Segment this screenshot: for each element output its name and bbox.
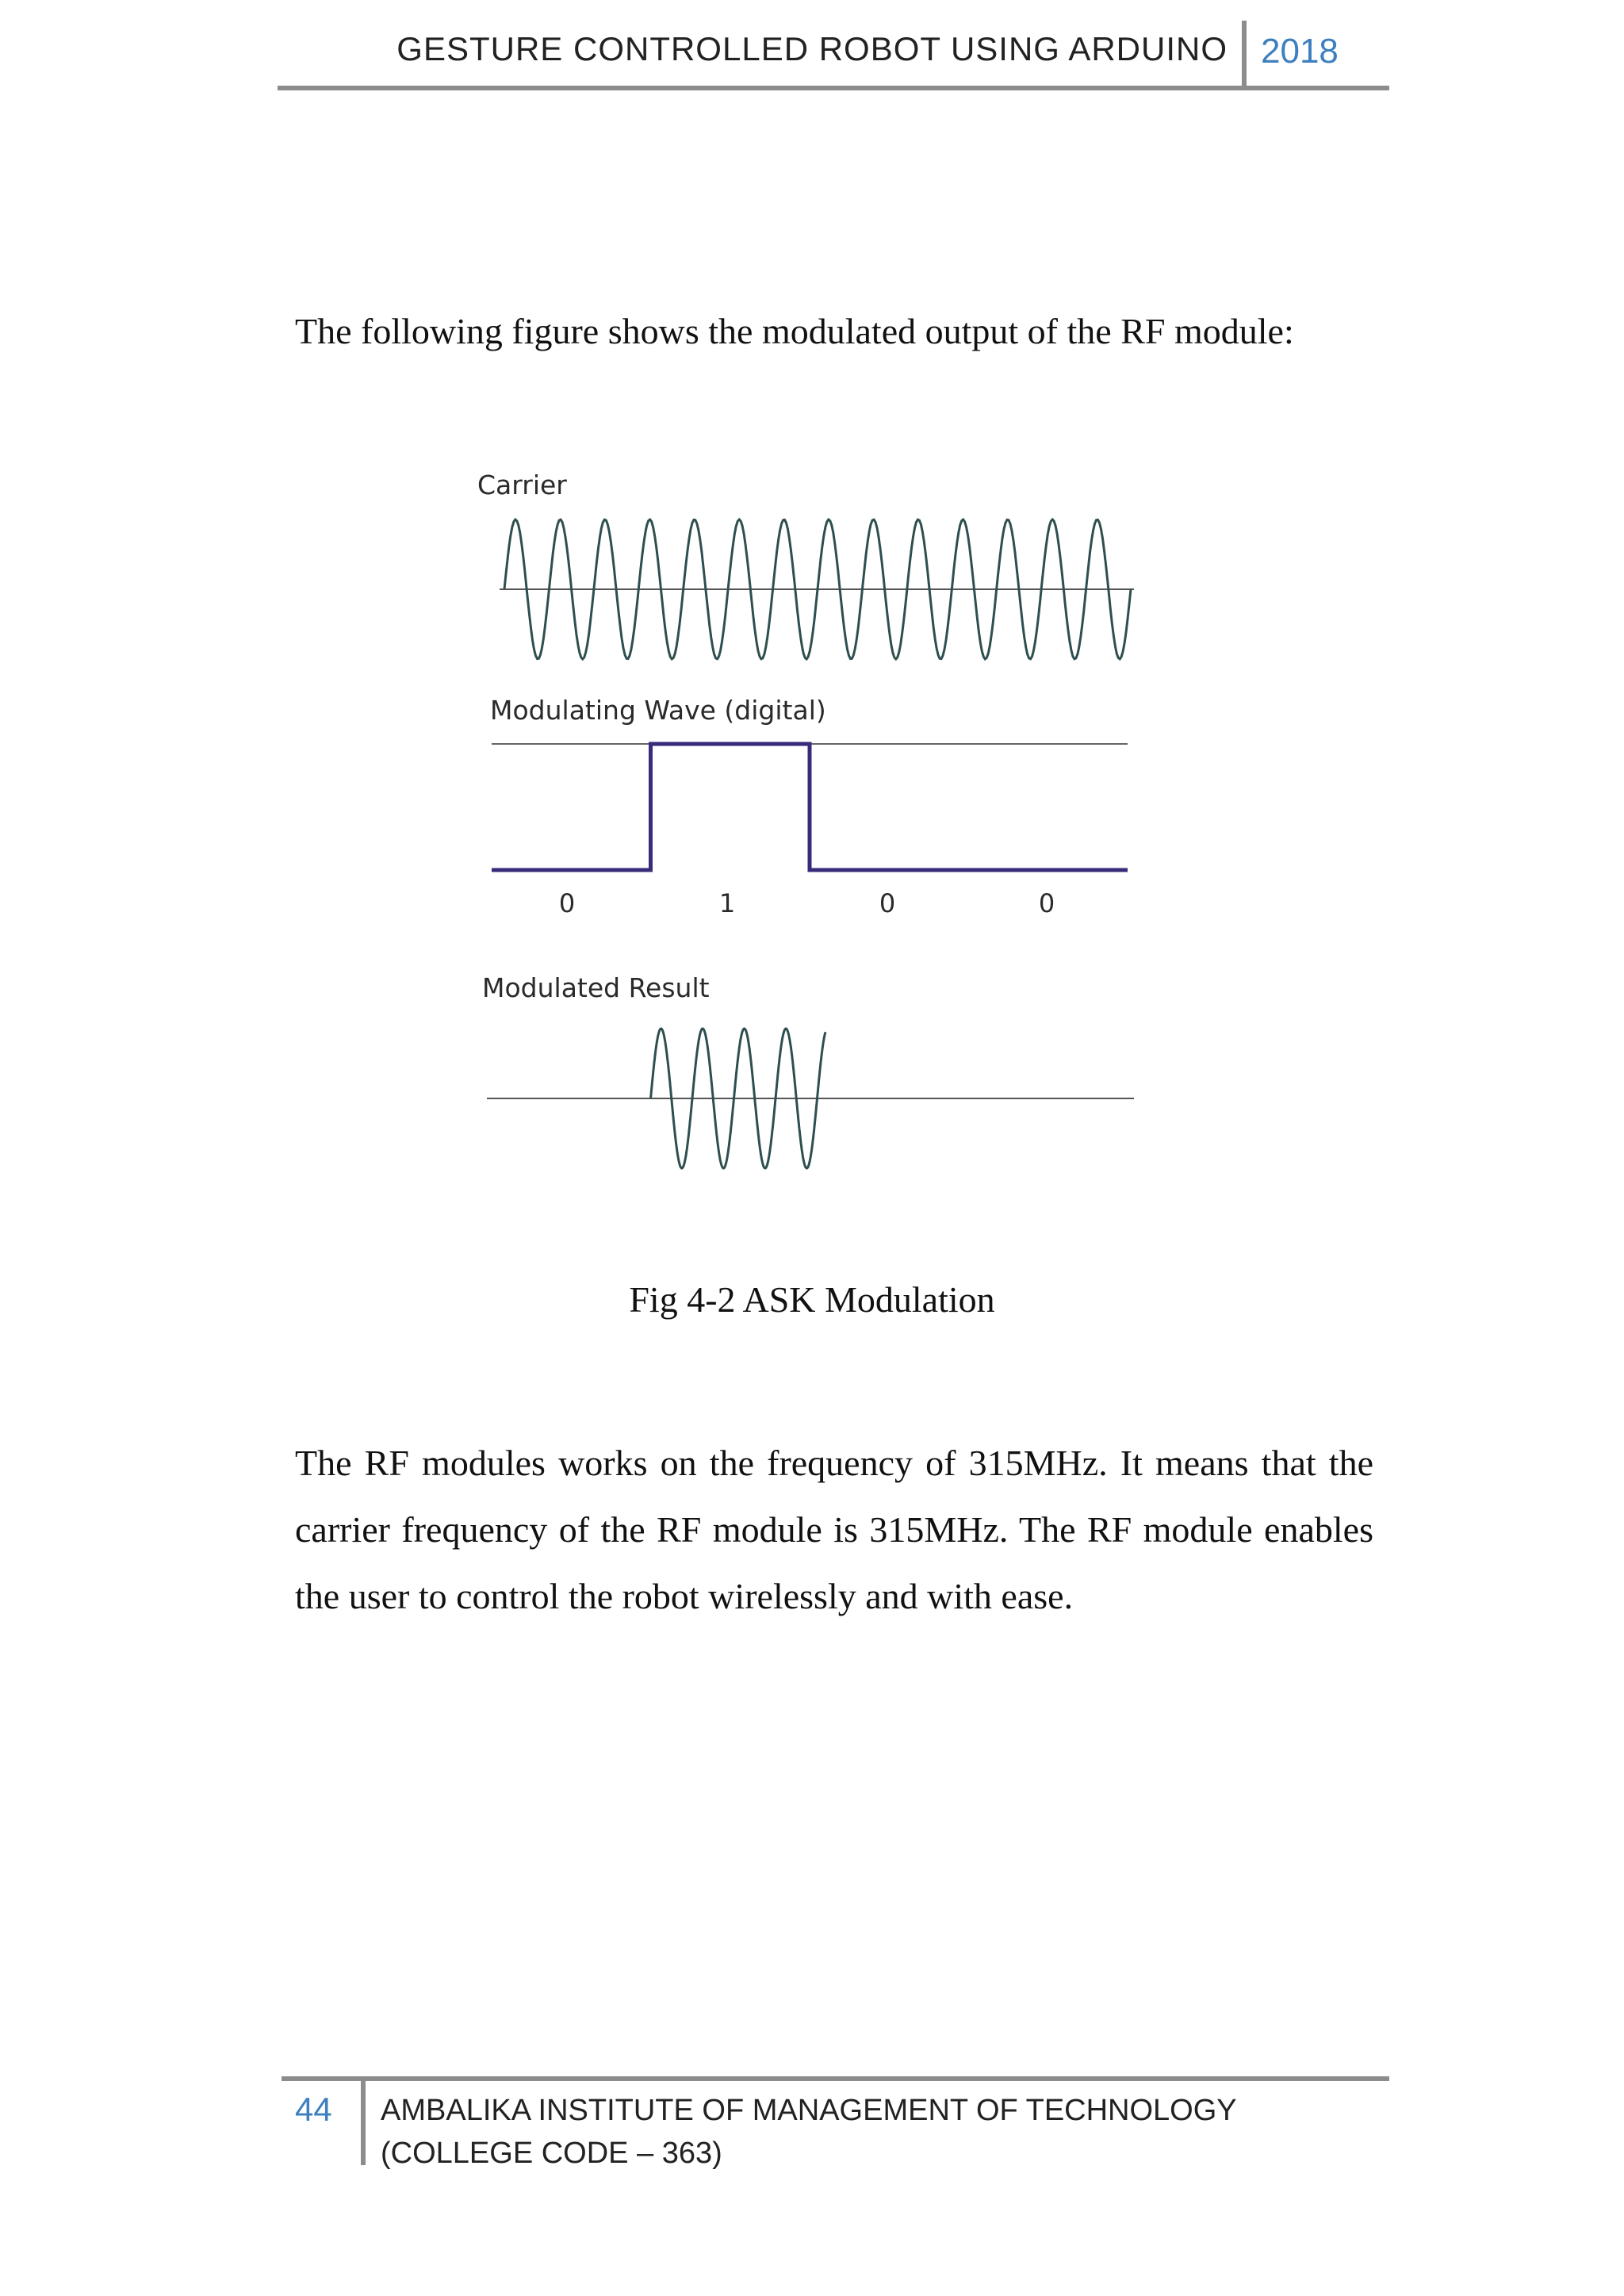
bit-label-0: 0 (558, 888, 576, 918)
page-header (278, 21, 1389, 87)
body-paragraph: The RF modules works on the frequency of 315MHz. It means that the carrier frequency of the RF module is 315MHz. The RF module enables the user to control the robot wirelessly and with ease. (295, 1443, 1373, 1616)
footer-divider (361, 2078, 366, 2165)
bit-label-3: 0 (1038, 888, 1055, 918)
modulated-result-label: Modulated Result (482, 972, 710, 1003)
header-rule (278, 86, 1389, 90)
ask-modulation-figure (476, 460, 1150, 1190)
bit-label-2: 0 (879, 888, 896, 918)
footer-institution: AMBALIKA INSTITUTE OF MANAGEMENT OF TECHNOLOGY (COLLEGE CODE – 363) (381, 2094, 1236, 2170)
bit-label-1: 1 (718, 888, 736, 918)
header-year: 2018 (1261, 32, 1339, 71)
intro-paragraph: The following figure shows the modulated output of the RF module: (295, 311, 1294, 351)
footer-rule (282, 2076, 1389, 2081)
header-title: GESTURE CONTROLLED ROBOT USING ARDUINO (396, 30, 1228, 67)
carrier-label: Carrier (477, 470, 567, 500)
modulating-digital-wave (492, 744, 1128, 870)
ask-modulation-diagram (476, 460, 1150, 1190)
header-divider (1242, 21, 1247, 87)
page-number: 44 (295, 2091, 332, 2128)
modulating-wave-label: Modulating Wave (digital) (490, 695, 826, 726)
figure-caption: Fig 4-2 ASK Modulation (629, 1279, 995, 1320)
